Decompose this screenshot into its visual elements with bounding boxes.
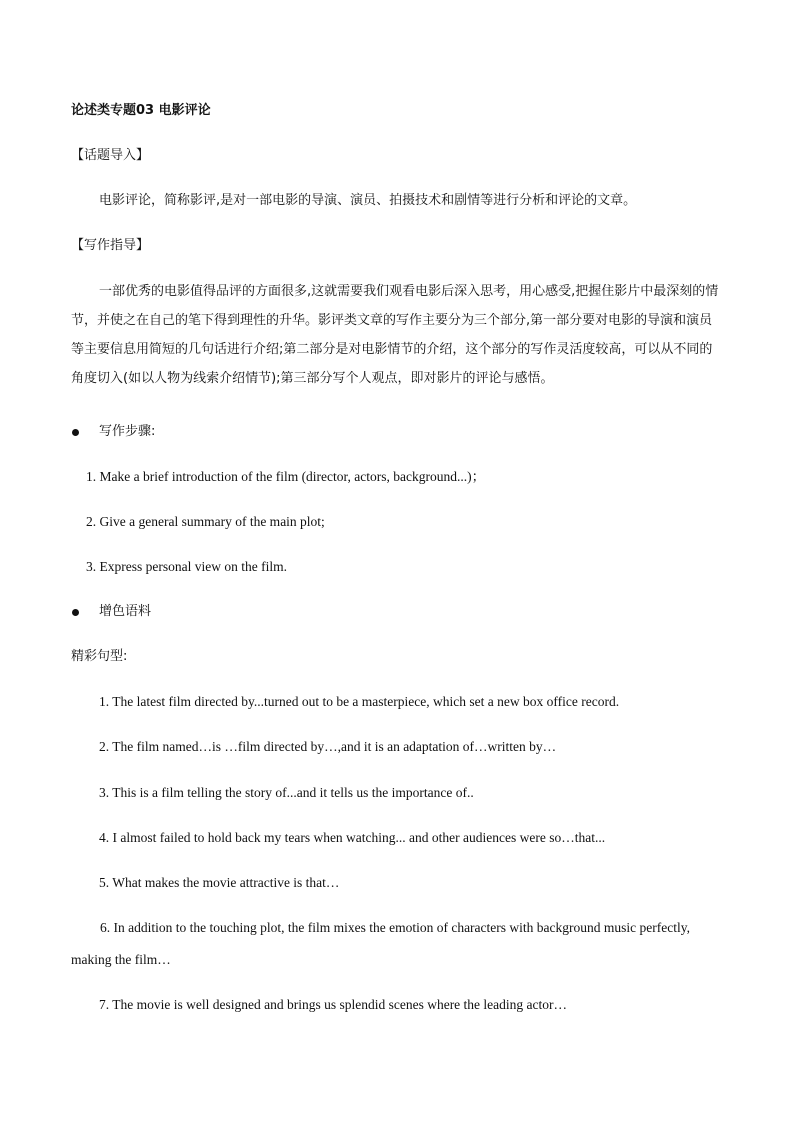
step-item-2: 2. Give a general summary of the main plot; bbox=[86, 514, 325, 529]
phrase-item-1: 1. The latest film directed by...turned out to be a masterpiece, which set a new box office record. bbox=[99, 694, 620, 709]
step-item-3: 3. Express personal view on the film. bbox=[86, 559, 287, 574]
bullet-icon bbox=[72, 609, 79, 616]
phrase-item-2: 2. The film named…is …film directed by…,and it is an adaptation of…written by… bbox=[99, 739, 557, 754]
intro-text: 电影评论，简称影评,是对一部电影的导演、演员、拍摄技术和剧情等进行分析和评论的文章。 bbox=[99, 193, 637, 208]
intro-heading: 【话题导入】 bbox=[71, 148, 150, 163]
phrase-item-7: 7. The movie is well designed and brings us splendid scenes where the leading actor… bbox=[99, 997, 568, 1012]
phrase-item-5: 5. What makes the movie attractive is that… bbox=[99, 875, 340, 890]
bullet-icon bbox=[72, 429, 79, 436]
phrase-item-4: 4. I almost failed to hold back my tears when watching... and other audiences were so…that... bbox=[99, 830, 606, 845]
guide-heading: 【写作指导】 bbox=[71, 238, 150, 253]
steps-heading: 写作步骤: bbox=[99, 424, 156, 439]
phrase-item-6: 6. In addition to the touching plot, the film mixes the emotion of characters with background music perfectly, making the film… bbox=[71, 920, 690, 967]
phrases-heading: 增色语料 bbox=[99, 604, 152, 619]
guide-paragraph: 一部优秀的电影值得品评的方面很多,这就需要我们观看电影后深入思考，用心感受,把握住影片中最深刻的情节，并使之在自己的笔下得到理性的升华。影评类文章的写作主要分为三个部分,第一部分要对电影的导演和演员等主要信息用简短的几句话进行介绍;第二部分是对电影情节的介绍，这个部分的写作灵活度较高，可以从不同的角度切入(如以人物为线索介绍情节);第三部分写个人观点，即对影片的评论与感悟。 bbox=[71, 284, 719, 386]
document-title: 论述类专题03 电影评论 bbox=[71, 103, 211, 118]
step-item-1: 1. Make a brief introduction of the film (director, actors, background...)； bbox=[86, 469, 486, 484]
phrase-item-3: 3. This is a film telling the story of...and it tells us the importance of.. bbox=[99, 785, 474, 800]
phrases-subheading: 精彩句型: bbox=[71, 649, 128, 664]
